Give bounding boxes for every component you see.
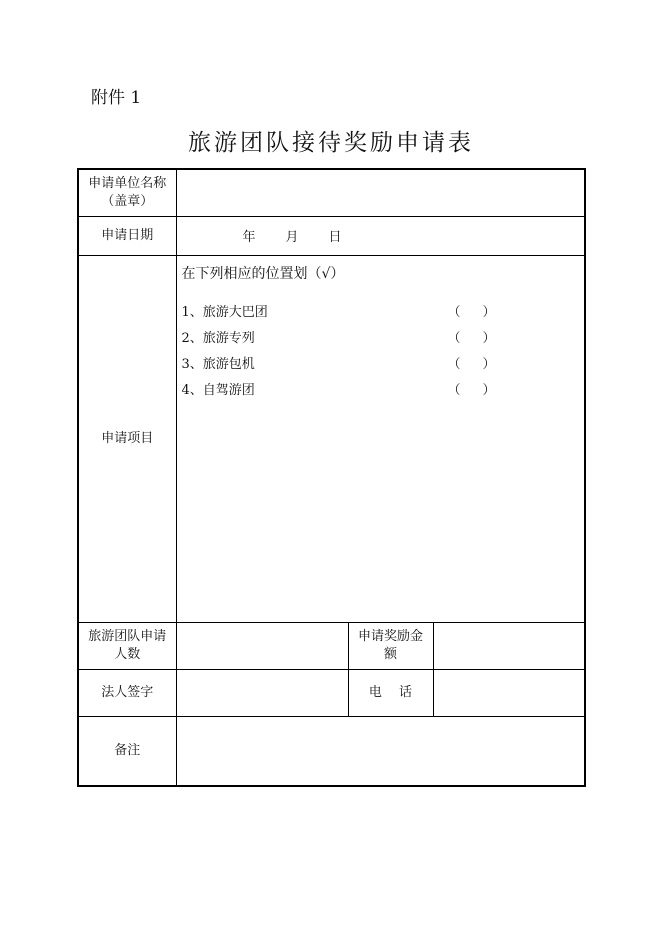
project-instruction: 在下列相应的位置划（√）: [181, 265, 345, 282]
checkbox-paren-open[interactable]: （: [447, 304, 461, 320]
checkbox-paren-close[interactable]: ）: [482, 304, 496, 320]
project-items-cell: [176, 255, 585, 622]
date-day-label: 日: [328, 230, 342, 245]
applicant-label-cell: [78, 169, 176, 216]
applicant-row: [78, 169, 585, 216]
project-item-list: [182, 304, 502, 408]
project-item-label: 4、自驾游团: [181, 382, 255, 398]
project-item-label: 2、旅游专列: [181, 330, 255, 346]
checkbox-paren-close[interactable]: ）: [482, 330, 496, 346]
date-year-label: 年: [242, 230, 256, 245]
attachment-label: 附件 1: [91, 88, 142, 108]
date-label: 申请日期: [78, 216, 176, 255]
checkbox-paren-open[interactable]: （: [447, 356, 461, 372]
reward-amount-input-cell[interactable]: [433, 622, 585, 669]
remarks-label: 备注: [78, 716, 176, 786]
project-item-label: 1、旅游大巴团: [181, 304, 268, 320]
signature-row: [78, 669, 585, 716]
group-size-label-line1: 旅游团队申请: [88, 628, 167, 644]
project-item: [182, 382, 502, 408]
group-size-row: [78, 622, 585, 669]
reward-amount-label-cell: [348, 622, 433, 669]
project-item: [182, 304, 502, 330]
form-title: 旅游团队接待奖励申请表: [188, 130, 474, 156]
phone-input-cell[interactable]: [433, 669, 585, 716]
project-label: 申请项目: [78, 255, 176, 622]
checkbox-paren-close[interactable]: ）: [482, 382, 496, 398]
group-size-input-cell[interactable]: [176, 622, 348, 669]
remarks-input-cell[interactable]: [176, 716, 585, 786]
reward-amount-label-line2: 额: [383, 646, 397, 662]
checkbox-paren-open[interactable]: （: [447, 330, 461, 346]
applicant-input-cell[interactable]: [176, 169, 585, 216]
project-row: [78, 255, 585, 622]
legal-signature-label: 法人签字: [78, 669, 176, 716]
applicant-label-line1: 申请单位名称: [88, 175, 167, 191]
group-size-label-cell: [78, 622, 176, 669]
date-row: [78, 216, 585, 255]
legal-signature-input-cell[interactable]: [176, 669, 348, 716]
project-item: [182, 330, 502, 356]
group-size-label-line2: 人数: [114, 646, 141, 662]
remarks-row: [78, 716, 585, 786]
checkbox-paren-open[interactable]: （: [447, 382, 461, 398]
project-item-label: 3、旅游包机: [181, 356, 255, 372]
checkbox-paren-close[interactable]: ）: [482, 356, 496, 372]
application-form-table: [77, 168, 586, 787]
date-input-cell[interactable]: [176, 216, 585, 255]
phone-label: 电 话: [348, 669, 433, 716]
date-month-label: 月: [285, 230, 299, 245]
applicant-label-line2: （盖章）: [101, 193, 154, 209]
reward-amount-label-line1: 申请奖励金: [357, 628, 423, 644]
project-item: [182, 356, 502, 382]
